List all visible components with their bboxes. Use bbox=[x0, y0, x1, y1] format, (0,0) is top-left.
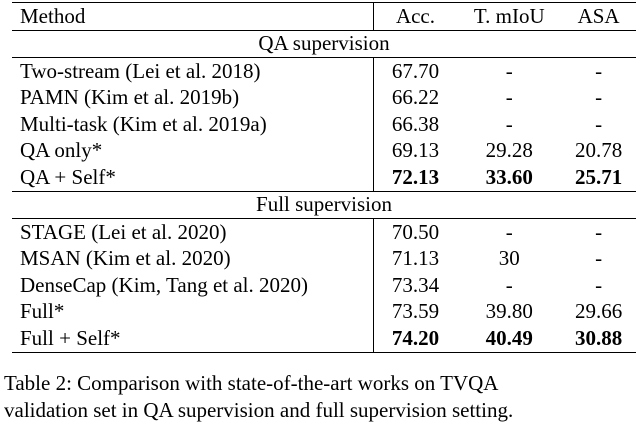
cell-miou: 33.60 bbox=[485, 164, 533, 189]
cell-asa: 25.71 bbox=[574, 164, 623, 189]
header-asa: ASA bbox=[561, 3, 636, 31]
cell-acc: 71.13 bbox=[373, 246, 457, 273]
cell-asa: 30.88 bbox=[561, 325, 636, 352]
table-row bbox=[12, 111, 636, 138]
cell-method: Full* bbox=[20, 299, 65, 324]
cell-acc: 70.50 bbox=[373, 219, 457, 246]
section-title: Full supervision bbox=[12, 191, 636, 219]
table-caption bbox=[4, 370, 640, 424]
table-row bbox=[12, 246, 636, 273]
header-method: Method bbox=[12, 3, 373, 31]
cell-asa: - bbox=[595, 272, 603, 297]
cell-acc: 74.20 bbox=[373, 325, 457, 352]
cell-acc: 73.34 bbox=[373, 272, 457, 299]
cell-miou: - bbox=[505, 85, 513, 110]
cell-asa: - bbox=[561, 58, 636, 85]
cell-asa: 20.78 bbox=[574, 138, 623, 163]
results-table bbox=[12, 2, 636, 353]
cell-miou: - bbox=[505, 272, 513, 297]
header-acc: Acc. bbox=[373, 3, 457, 31]
header-miou: T. mIoU bbox=[457, 3, 561, 31]
table-row bbox=[12, 138, 636, 165]
table-row bbox=[12, 219, 636, 246]
section-header-row bbox=[12, 191, 636, 219]
caption-line-2: validation set in QA supervision and full supervision setting. bbox=[4, 398, 514, 422]
cell-method: Multi-task (Kim et al. 2019a) bbox=[20, 111, 267, 136]
cell-acc: 73.59 bbox=[373, 299, 457, 326]
cell-method: QA only* bbox=[20, 138, 103, 163]
cell-miou: 30 bbox=[498, 246, 520, 271]
results-table-container bbox=[12, 2, 636, 353]
section-title: QA supervision bbox=[12, 30, 636, 58]
section-header-row bbox=[12, 30, 636, 58]
cell-method: Full + Self* bbox=[12, 325, 373, 352]
cell-acc: 67.70 bbox=[373, 58, 457, 85]
table-header-row bbox=[12, 3, 636, 31]
cell-asa: 29.66 bbox=[574, 299, 623, 324]
cell-acc: 66.38 bbox=[373, 111, 457, 138]
cell-asa: - bbox=[561, 219, 636, 246]
cell-method: PAMN (Kim et al. 2019b) bbox=[20, 85, 240, 110]
cell-method: MSAN (Kim et al. 2020) bbox=[20, 246, 231, 271]
cell-miou: - bbox=[457, 219, 561, 246]
cell-acc: 72.13 bbox=[373, 164, 457, 191]
cell-acc: 69.13 bbox=[373, 138, 457, 165]
cell-method: DenseCap (Kim, Tang et al. 2020) bbox=[20, 272, 308, 297]
table-row bbox=[12, 299, 636, 326]
cell-asa: - bbox=[595, 85, 603, 110]
cell-method: STAGE (Lei et al. 2020) bbox=[12, 219, 373, 246]
cell-miou: - bbox=[457, 58, 561, 85]
table-body bbox=[12, 30, 636, 352]
table-row bbox=[12, 164, 636, 191]
cell-asa: - bbox=[595, 111, 603, 136]
cell-asa: - bbox=[595, 246, 603, 271]
table-row bbox=[12, 272, 636, 299]
cell-miou: 29.28 bbox=[485, 138, 533, 163]
table-row bbox=[12, 325, 636, 352]
cell-miou: - bbox=[505, 111, 513, 136]
caption-line-1: Table 2: Comparison with state-of-the-art works on TVQA bbox=[4, 371, 499, 395]
table-row bbox=[12, 58, 636, 85]
cell-miou: 39.80 bbox=[485, 299, 533, 324]
table-row bbox=[12, 85, 636, 112]
cell-method: QA + Self* bbox=[20, 164, 116, 189]
cell-method: Two-stream (Lei et al. 2018) bbox=[12, 58, 373, 85]
cell-miou: 40.49 bbox=[457, 325, 561, 352]
cell-acc: 66.22 bbox=[373, 85, 457, 112]
